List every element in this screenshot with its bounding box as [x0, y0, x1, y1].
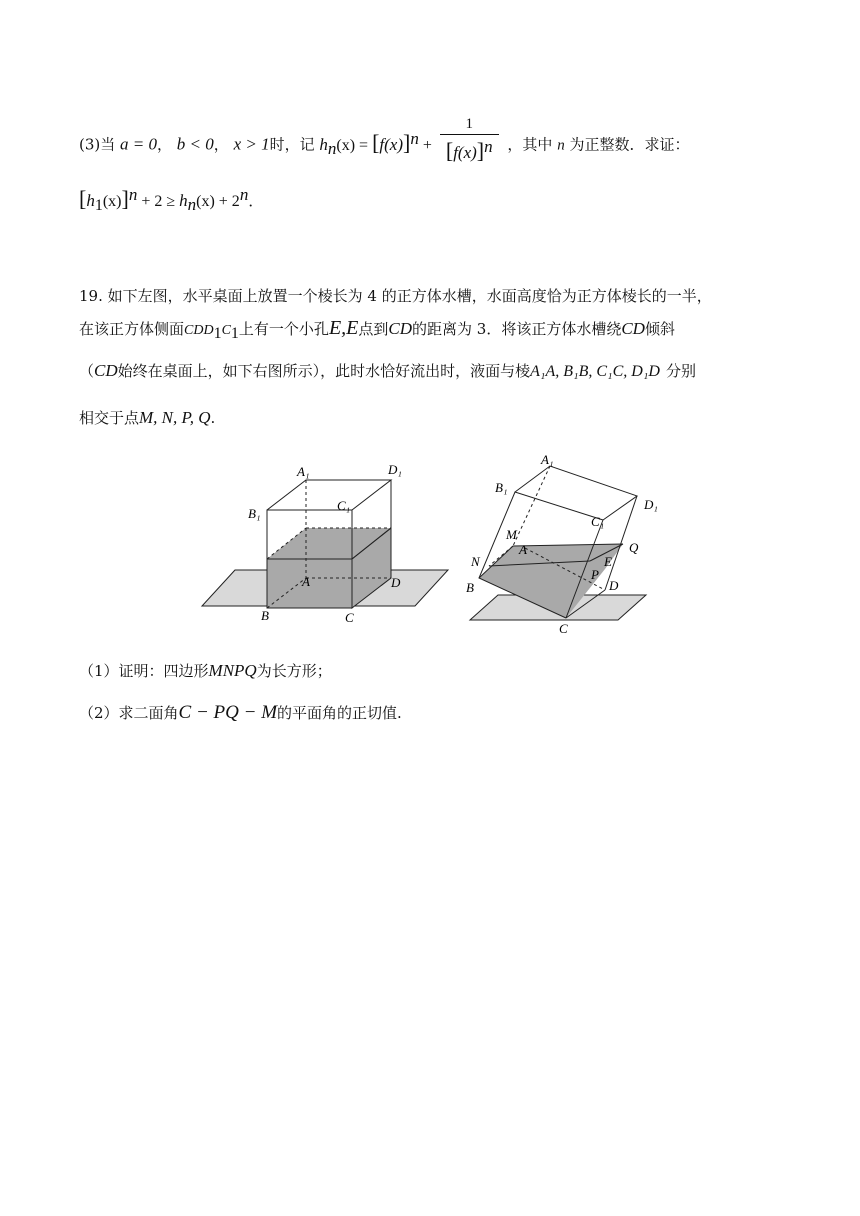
text: 为长方形； [256, 662, 332, 680]
label-B1: B₁ [495, 480, 508, 495]
text: 为正整数．求证： [569, 135, 690, 154]
label-C1: C₁ [337, 498, 351, 513]
text: . [210, 409, 216, 427]
text: （ [79, 362, 95, 380]
math: h [179, 191, 188, 210]
label-N: N [471, 554, 480, 569]
math: n [410, 128, 419, 148]
math: h [86, 191, 95, 210]
text: （1）证明：四边形 [79, 662, 209, 680]
q18-part3-inequality: $[h_1(x)]^n + 2 \ge h_n(x) + 2^n$． [79, 185, 264, 214]
text: 时，记 [269, 135, 315, 154]
q19-part2 [79, 703, 402, 723]
label-Q: Q [629, 540, 639, 555]
label-D1: D₁ [388, 462, 402, 477]
math: CD [621, 319, 645, 338]
math: n [187, 195, 197, 214]
math-b: b < 0 [176, 134, 214, 154]
math: h [319, 134, 328, 154]
label-C1: C₁ [591, 514, 605, 529]
label-A1: A₁ [541, 452, 554, 467]
text: 点到 [358, 320, 389, 338]
math: n [327, 138, 337, 158]
fraction [440, 114, 499, 163]
label-D: D [391, 575, 401, 590]
math: n [557, 137, 565, 154]
math: 1 [94, 197, 103, 214]
q18-part3-line1: (3)当 a = 0， b < 0， x > 1时，记 $h_n(x) = [f(x)]^n$ + $\frac{1}{[f(x)]^n}$ ，其中 n 为正整数．求证： [79, 116, 690, 163]
text: 始终在桌面上，如下右图所示），此时水恰好流出时，液面与棱 [117, 362, 531, 380]
math: E,E [328, 317, 359, 339]
math-x: x > 1 [233, 134, 270, 154]
text: ． [248, 192, 264, 210]
text: 19. 如下左图，水平桌面上放置一个棱长为 4 的正方体水槽，水面高度恰为正方体棱长的一半， [79, 287, 712, 305]
label-A: A [302, 574, 310, 589]
left-cube-figure [202, 462, 448, 625]
label-C: C [345, 610, 354, 625]
label-B: B [466, 580, 474, 595]
label-B: B [261, 608, 269, 623]
math: n [239, 185, 249, 204]
label-C: C [559, 621, 568, 636]
text: ，其中 [507, 135, 553, 154]
math: CD [388, 319, 413, 338]
math: 1 [213, 325, 222, 342]
q19-line3 [79, 361, 696, 382]
q19-line2 [79, 318, 675, 344]
denominator: $[f(x)]^n$ [445, 137, 493, 163]
math-a: a = 0 [120, 134, 158, 154]
math: A₁A, B₁B, C₁C, D₁D [530, 363, 660, 380]
label-A1: A₁ [297, 464, 310, 479]
label-A: A [519, 542, 527, 557]
text: 上有一个小孔 [238, 320, 329, 338]
q19-line1 [79, 286, 712, 306]
math: CD [94, 361, 118, 380]
math: + 2 ≥ [137, 193, 180, 210]
math: (x) = [336, 136, 373, 154]
cube-figures [195, 448, 658, 640]
label-D: D [609, 578, 619, 593]
label-P: P [591, 567, 599, 582]
math: CDD [184, 323, 214, 338]
math: MNPQ [208, 661, 257, 680]
math: C [221, 323, 231, 338]
text: 倾斜 [644, 320, 675, 338]
text: （2）求二面角 [79, 704, 179, 722]
text: 相交于点 [79, 409, 140, 427]
label-M: M [506, 527, 517, 542]
h-definition: $h_n(x) = [f(x)]^n$ + $\frac{1}{[f(x)]^n}$ [319, 136, 507, 154]
q19-part1 [79, 661, 332, 681]
label-E: E [604, 554, 612, 569]
text: 分别 [665, 362, 696, 380]
text: (3)当 [79, 135, 116, 154]
math: n [128, 185, 138, 204]
numerator: 1 [440, 114, 499, 135]
label-D1: D₁ [644, 497, 658, 512]
text: 在该正方体侧面 [79, 320, 185, 338]
q19-line4 [79, 408, 215, 428]
math: 1 [230, 325, 239, 342]
math: f(x) [453, 143, 477, 162]
math: f(x) [379, 134, 403, 154]
math: C − PQ − M [178, 702, 278, 723]
math: M, N, P, Q [139, 408, 211, 427]
text: 的平面角的正切值. [277, 704, 402, 722]
math: (x) [102, 193, 122, 210]
math: + [418, 136, 436, 154]
text: 的距离为 3．将该正方体水槽绕 [412, 320, 622, 338]
math: (x) + 2 [196, 193, 240, 210]
right-cube-figure [466, 452, 658, 636]
math: n [484, 137, 493, 156]
label-B1: B₁ [248, 506, 261, 521]
